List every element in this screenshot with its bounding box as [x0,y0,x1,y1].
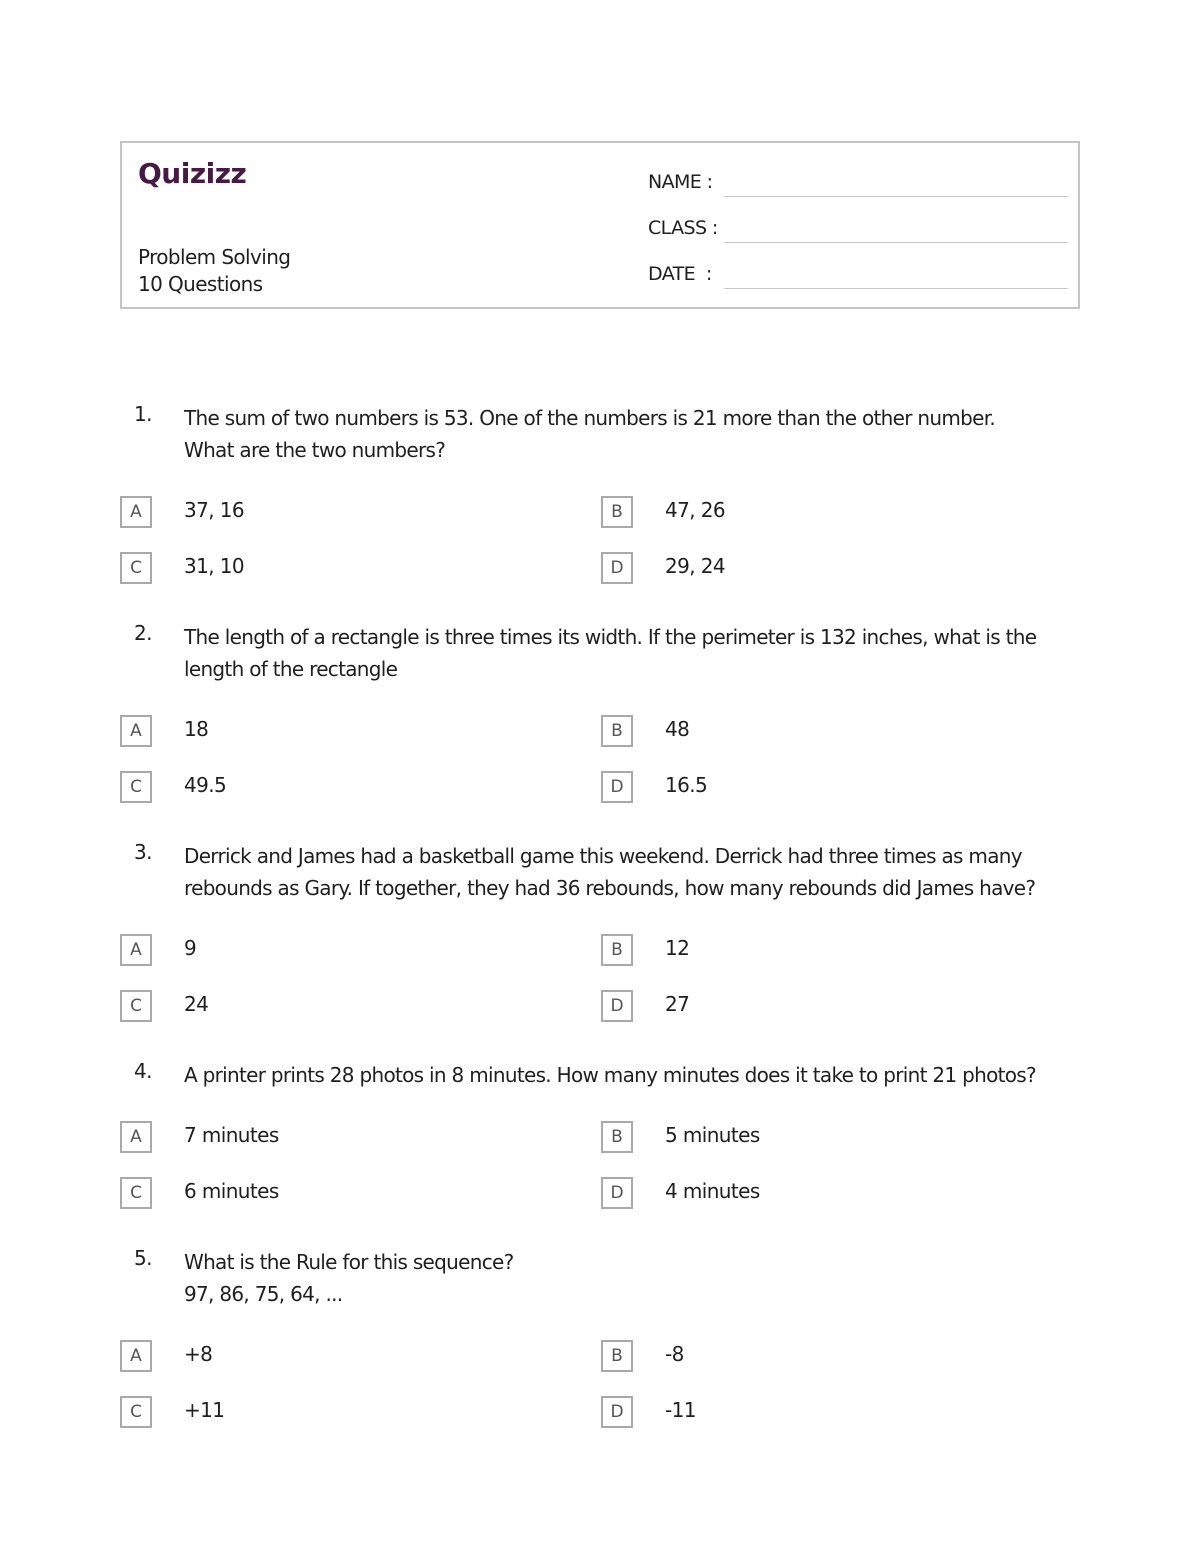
question-number: 3. [134,840,152,864]
option-text: +8 [184,1342,213,1366]
option-text: 18 [184,717,209,741]
option-text: -8 [665,1342,684,1366]
worksheet-title-block [138,244,290,298]
option-letter-box[interactable]: C [120,771,152,803]
option-letter-box[interactable]: A [120,496,152,528]
option-text: 29, 24 [665,554,726,578]
option-letter-box[interactable]: A [120,1340,152,1372]
name-label: NAME : [648,171,713,193]
question-number: 5. [134,1246,152,1270]
option-letter-box[interactable]: B [601,715,633,747]
option-letter-box[interactable]: B [601,1121,633,1153]
option-text: 48 [665,717,690,741]
option-letter-box[interactable]: D [601,1177,633,1209]
question-text: Derrick and James had a basketball game this weekend. Derrick had three times as many rebounds as Gary. If together, they had 36 rebounds, how many rebounds did James have? [184,844,1036,900]
option-letter-box[interactable]: C [120,1177,152,1209]
option-letter-box[interactable]: B [601,496,633,528]
class-line[interactable] [724,242,1068,243]
question-number: 1. [134,402,152,426]
name-line[interactable] [724,196,1068,197]
option-letter-box[interactable]: D [601,552,633,584]
class-field[interactable] [648,215,1068,261]
option-text: 4 minutes [665,1179,760,1203]
worksheet-title: Problem Solving [138,245,291,269]
question-count: 10 Questions [138,272,263,296]
option-text: 16.5 [665,773,708,797]
option-letter-box[interactable]: A [120,1121,152,1153]
option-text: +11 [184,1398,225,1422]
date-label: DATE : [648,263,712,285]
option-text: 47, 26 [665,498,726,522]
option-text: 37, 16 [184,498,245,522]
question-text: A printer prints 28 photos in 8 minutes. How many minutes does it take to print 21 photos? [184,1063,1036,1087]
name-field[interactable] [648,169,1068,215]
option-letter-box[interactable]: D [601,771,633,803]
date-line[interactable] [724,288,1068,289]
quizizz-logo: Quizizz [138,157,247,190]
option-letter-box[interactable]: A [120,715,152,747]
question-number: 4. [134,1059,152,1083]
class-label: CLASS : [648,217,718,239]
option-letter-box[interactable]: C [120,552,152,584]
option-text: 6 minutes [184,1179,279,1203]
option-letter-box[interactable]: C [120,1396,152,1428]
question-text: What is the Rule for this sequence? 97, 86, 75, 64, ... [184,1250,514,1306]
option-text: 49.5 [184,773,227,797]
worksheet-header [120,141,1080,309]
date-field[interactable] [648,261,1068,307]
option-letter-box[interactable]: A [120,934,152,966]
question-text: The sum of two numbers is 53. One of the numbers is 21 more than the other number. What are the two numbers? [184,406,996,462]
option-letter-box[interactable]: C [120,990,152,1022]
question-text: The length of a rectangle is three times its width. If the perimeter is 132 inches, what is the length of the rectangle [184,625,1037,681]
option-text: 5 minutes [665,1123,760,1147]
option-text: -11 [665,1398,696,1422]
option-text: 27 [665,992,690,1016]
option-letter-box[interactable]: B [601,934,633,966]
option-text: 31, 10 [184,554,245,578]
option-text: 12 [665,936,690,960]
question-number: 2. [134,621,152,645]
option-letter-box[interactable]: D [601,1396,633,1428]
option-letter-box[interactable]: D [601,990,633,1022]
option-text: 9 [184,936,197,960]
option-text: 24 [184,992,209,1016]
option-letter-box[interactable]: B [601,1340,633,1372]
student-info-fields [648,169,1068,307]
option-text: 7 minutes [184,1123,279,1147]
